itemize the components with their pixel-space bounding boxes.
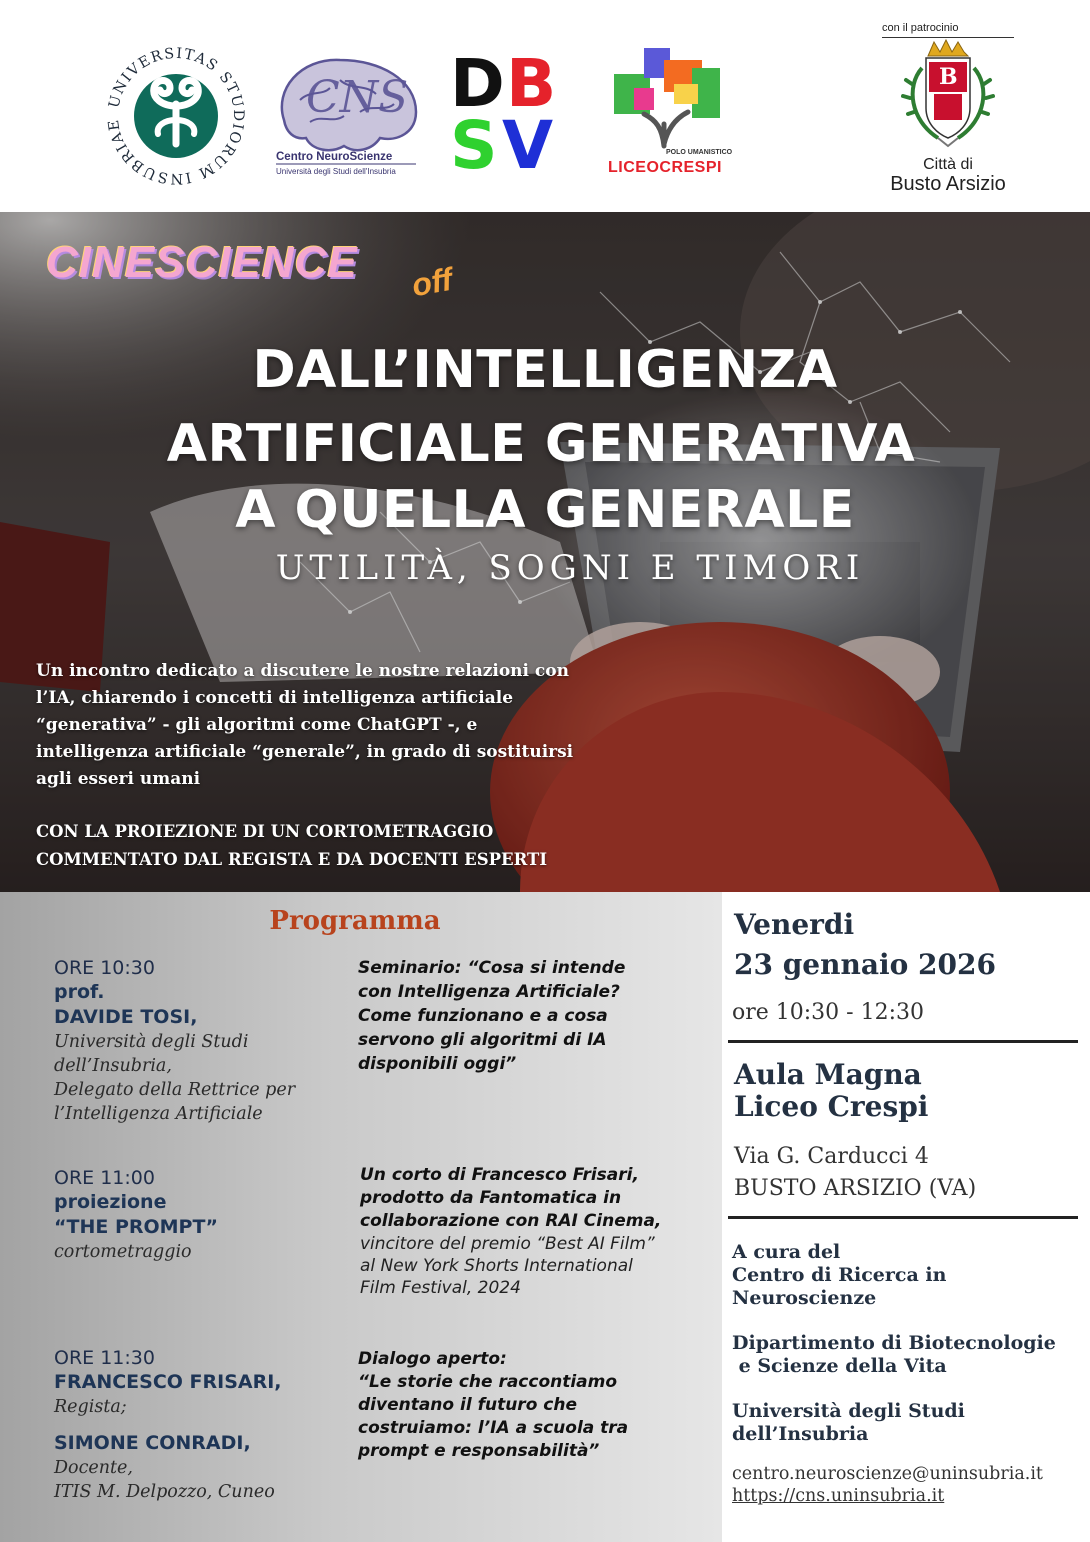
centro-neuroscienze-logo — [270, 50, 422, 178]
screening-line: COMMENTATO DAL REGISTA E DA DOCENTI ESPERTI — [36, 850, 548, 869]
speaker-affiliation: l’Intelligenza Artificiale — [54, 1104, 263, 1124]
session-desc-line: “Le storie che raccontiamo — [358, 1372, 618, 1392]
program-title: Programma — [269, 906, 441, 936]
speaker-name: FRANCESCO FRISARI, — [54, 1371, 282, 1393]
event-info-column — [722, 892, 1090, 1542]
divider — [728, 1216, 1078, 1219]
screening-note — [36, 818, 676, 874]
header-logos — [0, 0, 1090, 212]
department-line: Dipartimento di Biotecnologie — [732, 1332, 1056, 1354]
event-date: 23 gennaio 2026 — [734, 948, 996, 981]
screening-label: proiezione — [54, 1191, 167, 1213]
program-section — [0, 892, 722, 1542]
city-crest-icon — [882, 38, 1014, 150]
patronage-label: con il patrocinio — [882, 22, 1014, 38]
insubria-ring-text: UNIVERSITAS STUDIORUM INSUBRIAE — [105, 45, 247, 187]
curated-by-line: Centro di Ricerca in — [732, 1264, 947, 1286]
event-subtitle: UTILITÀ, SOGNI E TIMORI — [275, 548, 865, 588]
speaker-role: Regista; — [54, 1397, 127, 1417]
session-desc-line: Seminario: “Cosa si intende — [358, 958, 626, 978]
session-3-description — [358, 1348, 708, 1463]
department-line: e Scienze della Vita — [732, 1355, 947, 1377]
city-line-1: Città di — [923, 156, 973, 173]
intro-paragraph — [36, 658, 636, 793]
session-desc-line: prompt e responsabilità” — [358, 1441, 600, 1461]
dbsv-letter-v: V — [502, 107, 554, 172]
session-time: ORE 10:30 — [54, 957, 155, 979]
session-desc-line: vincitore del premio “Best AI Film” — [360, 1234, 655, 1254]
session-desc-line: costruiamo: l’IA a scuola tra — [358, 1418, 629, 1438]
department-name — [732, 1332, 1056, 1378]
session-time: ORE 11:00 — [54, 1167, 155, 1189]
session-desc-line: al New York Shorts International — [360, 1256, 633, 1276]
curated-by — [732, 1241, 946, 1310]
film-title: “THE PROMPT” — [54, 1216, 218, 1238]
university-line: dell’Insubria — [732, 1423, 869, 1445]
cns-subtitle: Università degli Studi dell'Insubria — [276, 167, 396, 176]
dbsv-logo — [450, 48, 570, 172]
university-name — [732, 1400, 965, 1446]
cinescience-brand: CINESCIENCE — [46, 238, 358, 287]
speaker-role: ITIS M. Delpozzo, Cuneo — [54, 1482, 275, 1502]
speaker-affiliation: dell’Insubria, — [54, 1056, 172, 1076]
speaker-affiliation: Università degli Studi — [54, 1032, 249, 1052]
patronage-block — [882, 22, 1014, 212]
venue-line-1: Aula Magna — [734, 1058, 922, 1091]
intro-line: “generativa” - gli algoritmi come ChatGPT -, e — [36, 715, 478, 735]
event-title-line-1: DALL’INTELLIGENZA — [252, 340, 838, 400]
event-title-line-2: ARTIFICIALE GENERATIVA — [166, 414, 916, 474]
city-line-2: Busto Arsizio — [890, 173, 1006, 195]
intro-line: intelligenza artificiale “generale”, in grado di sostituirsi — [36, 742, 574, 762]
dbsv-letter-d: D — [450, 48, 505, 122]
curated-by-line: Neuroscienze — [732, 1287, 877, 1309]
university-line: Università degli Studi — [732, 1400, 965, 1422]
session-desc-line: Un corto di Francesco Frisari, — [360, 1165, 639, 1185]
session-desc-line: con Intelligenza Artificiale? — [358, 982, 620, 1002]
speaker-role: Docente, — [54, 1458, 133, 1478]
divider — [728, 1040, 1078, 1043]
crest-letter: B — [939, 64, 958, 90]
session-desc-line: Dialogo aperto: — [358, 1349, 507, 1369]
cns-name: Centro NeuroScienze — [276, 151, 393, 163]
intro-line: l’IA, chiarendo i concetti di intelligenza artificiale — [36, 688, 514, 708]
session-desc-line: Come funzionano e a cosa — [358, 1006, 608, 1026]
session-desc-line: prodotto da Fantomatica in — [360, 1188, 622, 1208]
event-title-line-3: A QUELLA GENERALE — [235, 480, 855, 540]
venue-line-2: Liceo Crespi — [734, 1090, 929, 1123]
session-2-screening — [54, 1166, 344, 1264]
session-1-description — [358, 956, 708, 1076]
event-weekday: Venerdi — [734, 908, 855, 941]
intro-line: agli esseri umani — [36, 769, 201, 789]
curated-by-line: A cura del — [732, 1241, 841, 1263]
session-2-description — [360, 1164, 712, 1299]
speaker-title: prof. — [54, 981, 105, 1003]
insubria-university-logo — [104, 44, 248, 188]
film-kind: cortometraggio — [54, 1242, 192, 1262]
intro-line: Un incontro dedicato a discutere le nostre relazioni con — [36, 661, 569, 681]
contact-email[interactable]: centro.neuroscienze@uninsubria.it — [732, 1464, 1043, 1484]
session-desc-line: Film Festival, 2024 — [360, 1278, 521, 1298]
crespi-small-label: POLO UMANISTICO — [666, 149, 733, 156]
speaker-affiliation: Delegato della Rettrice per — [54, 1080, 296, 1100]
session-3-speakers — [54, 1346, 354, 1504]
session-desc-line: collaborazione con RAI Cinema, — [360, 1211, 662, 1231]
cinescience-off-label: off — [409, 260, 456, 304]
crespi-name: LICEOCRESPI — [608, 159, 722, 176]
dbsv-letter-b: B — [506, 48, 557, 122]
speaker-name: DAVIDE TOSI, — [54, 1006, 198, 1028]
address-street: Via G. Carducci 4 — [734, 1144, 929, 1169]
session-time: ORE 11:30 — [54, 1347, 155, 1369]
session-1-speaker — [54, 956, 344, 1126]
session-desc-line: servono gli algoritmi di IA — [358, 1030, 607, 1050]
hero-banner — [0, 212, 1090, 892]
screening-line: CON LA PROIEZIONE DI UN CORTOMETRAGGIO — [36, 822, 494, 841]
session-desc-line: disponibili oggi” — [358, 1054, 517, 1074]
dbsv-letter-s: S — [450, 107, 498, 172]
address-city: BUSTO ARSIZIO (VA) — [734, 1176, 977, 1201]
speaker-name: SIMONE CONRADI, — [54, 1432, 251, 1454]
website-link[interactable]: https://cns.uninsubria.it — [732, 1486, 945, 1506]
session-desc-line: diventano il futuro che — [358, 1395, 577, 1415]
event-hours: ore 10:30 - 12:30 — [732, 1000, 924, 1025]
cns-mark: CNS — [306, 72, 409, 123]
liceo-crespi-logo — [604, 44, 746, 178]
